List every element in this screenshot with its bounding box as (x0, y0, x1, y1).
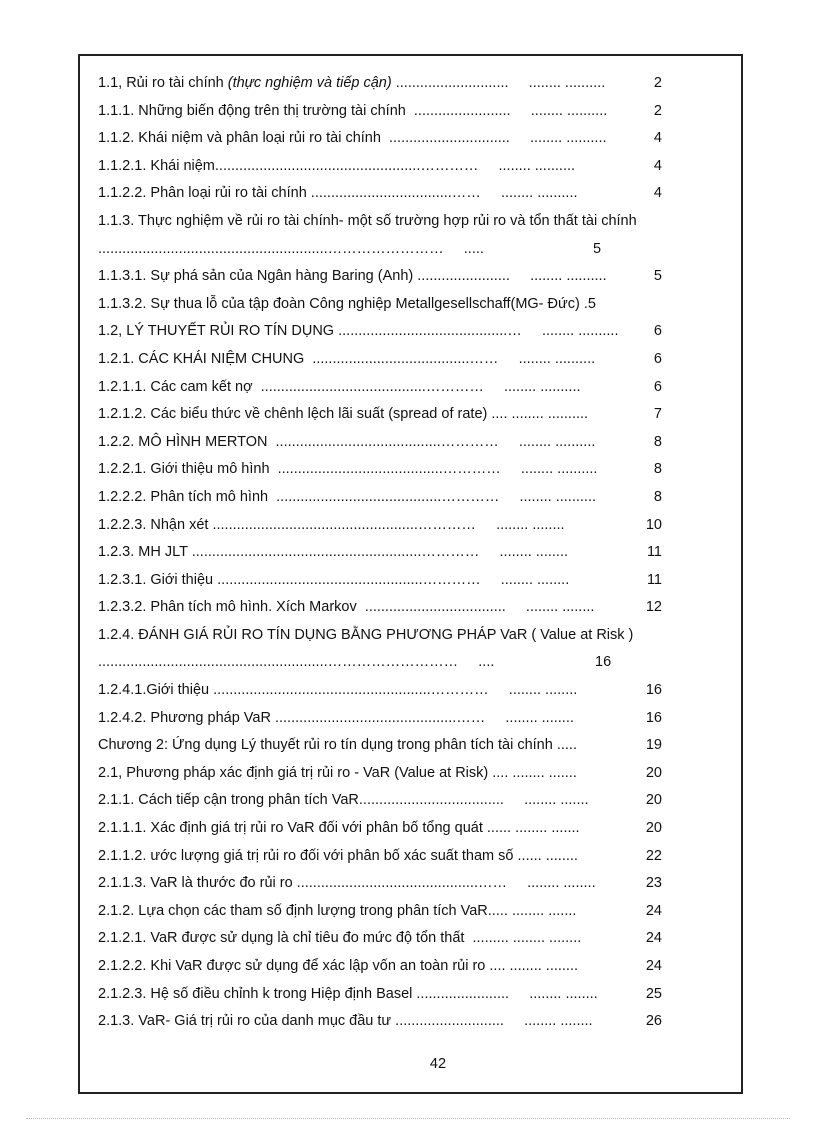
toc-entry-title: 1.2.2. MÔ HÌNH MERTON (98, 433, 268, 450)
toc-page-number: 25 (645, 985, 662, 1002)
toc-entry[interactable]: 2.1.2.2. Khi VaR được sử dụng để xác lập vốn an toàn rủi ro .... ........ ........ 24 (98, 953, 708, 981)
toc-entry-title: 2.1, Phương pháp xác định giá trị rủi ro - VaR (Value at Risk) (98, 764, 489, 781)
toc-entry-title: 1.1.3.2. Sự thua lỗ của tập đoàn Công nghiệp Metallgesellschaff(MG- Đức) .5 (98, 295, 596, 312)
toc-entry-title: 2.1.1.1. Xác định giá trị rủi ro VaR đối với phân bố tổng quát (98, 820, 483, 837)
toc-entry[interactable] (98, 622, 708, 650)
toc-page-number: 24 (645, 930, 662, 947)
toc-entry-title: 1.1.3. Thực nghiệm về rủi ro tài chính- một số trường hợp rủi ro và tổn thất tài chính (98, 212, 637, 229)
toc-page-number: 5 (653, 268, 662, 285)
toc-entry[interactable]: 1.1.2.2. Phân loại rủi ro tài chính ...................................…… ........ .......... 4 (98, 180, 708, 208)
toc-entry[interactable]: 1.1.1. Những biến động trên thị trường tài chính ........................ ........ .......... 2 (98, 98, 708, 126)
toc-entry-title: 2.1.2. Lựa chọn các tham số định lượng trong phân tích VaR (98, 902, 488, 919)
toc-page-number: 12 (645, 599, 662, 616)
toc-entry[interactable]: 1.2.4.2. Phương pháp VaR .............................................…… ........ ........ 16 (98, 705, 708, 733)
toc-entry-title: 1.2.2.3. Nhận xét (98, 516, 209, 533)
toc-page-number: 10 (645, 516, 662, 533)
toc-page-number: 11 (646, 571, 662, 588)
toc-entry-title: 2.1.1. Cách tiếp cận trong phân tích VaR (98, 792, 359, 809)
toc-entry[interactable]: 2.1.2.1. VaR được sử dụng là chỉ tiêu đo mức độ tổn thất ......... ........ ........ 24 (98, 925, 708, 953)
toc-entry[interactable]: 1.2.1.2. Các biểu thức về chênh lệch lãi suất (spread of rate) .... ........ .......... 7 (98, 401, 708, 429)
toc-entry[interactable]: 2.1.1.2. ước lượng giá trị rủi ro đối với phân bố xác suất tham số ...... ........ 22 (98, 843, 708, 871)
toc-entry-title: 1.1.1. Những biến động trên thị trường tài chính (98, 102, 406, 119)
toc-entry[interactable]: 1.1.2.1. Khái niệm...................................................………… ........ .......... 4 (98, 153, 708, 181)
toc-entry-title: 2.1.1.2. ước lượng giá trị rủi ro đối với phân bố xác suất tham số (98, 847, 514, 864)
toc-entry[interactable]: 1.2.2. MÔ HÌNH MERTON .........................................………… ........ .......... 8 (98, 429, 708, 457)
toc-page-number: 20 (645, 764, 662, 781)
toc-entry-title: 2.1.2.2. Khi VaR được sử dụng để xác lập vốn an toàn rủi ro (98, 958, 486, 974)
toc-entry[interactable]: 1.2.2.1. Giới thiệu mô hình .........................................………… ........ .......... 8 (98, 456, 708, 484)
toc-page-number: 6 (653, 350, 662, 367)
toc-entry[interactable]: 1.1.2. Khái niệm và phân loại rủi ro tài chính .............................. ........ .......... 4 (98, 125, 708, 153)
toc-entry-title: 1.2.3.1. Giới thiệu (98, 571, 214, 588)
toc-entry[interactable]: 1.1, Rủi ro tài chính (thực nghiệm và tiếp cận) ............................ ........ .......... 2 (98, 70, 708, 98)
toc-entry[interactable]: 1.2.2.3. Nhận xét ...................................................………… ........ ........ 10 (98, 512, 708, 540)
toc-entry-italic: (thực nghiệm và tiếp cận) (227, 75, 392, 91)
toc-entry[interactable]: 1.2.2.2. Phân tích mô hình .........................................………… ........ .......... 8 (98, 484, 708, 512)
table-of-contents (98, 70, 708, 1036)
toc-page-number: 4 (653, 157, 662, 174)
toc-entry[interactable]: 1.2.4.1.Giới thiệu ......................................................………… ........ ........ 16 (98, 677, 708, 705)
toc-entry-title: 2.1.2.3. Hệ số điều chỉnh k trong Hiệp định Basel (98, 985, 413, 1002)
toc-page-number: 16 (645, 709, 662, 726)
toc-entry-title: 1.2.4.1.Giới thiệu (98, 682, 210, 699)
toc-entry-continuation[interactable]: .........................................................……………………… .... 16 (98, 649, 708, 677)
toc-page-number: 5 (593, 240, 602, 257)
toc-entry[interactable]: 1.2.3. MH JLT .........................................................………… ........ ........ 11 (98, 539, 708, 567)
toc-entry-title: 1.2.1.1. Các cam kết nợ (98, 378, 253, 395)
toc-entry-title: 1.2.2.2. Phân tích mô hình (98, 488, 269, 505)
toc-entry-continuation[interactable]: .........................................................…………………… ..... 5 (98, 236, 708, 264)
toc-page-number: 7 (653, 406, 662, 423)
toc-page-number: 19 (645, 737, 662, 754)
toc-entry-title: 2.1.3. VaR- Giá trị rủi ro của danh mục đầu tư (98, 1013, 392, 1030)
toc-entry[interactable] (98, 208, 708, 236)
toc-entry[interactable]: 1.2.1. CÁC KHÁI NIỆM CHUNG .......................................…… ........ .......... 6 (98, 346, 708, 374)
toc-entry-title: 1.2.4. ĐÁNH GIÁ RỦI RO TÍN DỤNG BẰNG PHƯƠNG PHÁP VaR ( Value at Risk ) (98, 626, 634, 643)
toc-entry-title: 1.2.1.2. Các biểu thức về chênh lệch lãi suất (spread of rate) (98, 406, 488, 423)
toc-entry-title: 1.1.2. Khái niệm và phân loại rủi ro tài chính (98, 130, 381, 147)
toc-page-number: 6 (653, 378, 662, 395)
toc-entry[interactable]: 2.1.1.1. Xác định giá trị rủi ro VaR đối với phân bố tổng quát ...... ........ ....... 20 (98, 815, 708, 843)
toc-page-number: 16 (645, 682, 662, 699)
toc-entry-title: 2.1.2.1. VaR được sử dụng là chỉ tiêu đo mức độ tổn thất (98, 930, 465, 947)
toc-entry-title: 1.1.2.1. Khái niệm (98, 157, 215, 174)
toc-entry[interactable]: 1.1.3.1. Sự phá sản của Ngân hàng Baring (Anh) ....................... ........ .......... 5 (98, 263, 708, 291)
toc-page-number: 20 (645, 792, 662, 809)
page-number: 42 (429, 1056, 447, 1072)
toc-page-number: 4 (653, 130, 662, 147)
toc-entry-title: 1.2.1. CÁC KHÁI NIỆM CHUNG (98, 350, 305, 367)
toc-page-number: 2 (653, 75, 662, 91)
toc-page-number: 22 (645, 847, 662, 864)
toc-entry-title: 1.2.4.2. Phương pháp VaR (98, 709, 271, 726)
toc-entry[interactable]: 2.1.2.3. Hệ số điều chỉnh k trong Hiệp định Basel ....................... ........ ........ 25 (98, 981, 708, 1009)
toc-entry[interactable]: 2.1.1.3. VaR là thước đo rủi ro .............................................…… ........ ........ 23 (98, 870, 708, 898)
toc-page-number: 8 (653, 433, 662, 450)
toc-page-number: 6 (653, 323, 662, 340)
toc-entry-title: 1.2, LÝ THUYẾT RỦI RO TÍN DỤNG (98, 323, 335, 340)
toc-entry-title: 1.2.3. MH JLT (98, 544, 188, 561)
toc-entry[interactable]: 1.2.3.1. Giới thiệu ...................................................………… ........ ........ 11 (98, 567, 708, 595)
bottom-divider (26, 1118, 790, 1119)
toc-entry-title: 1.1.2.2. Phân loại rủi ro tài chính (98, 185, 307, 202)
toc-page-number: 8 (653, 461, 662, 478)
toc-entry[interactable]: 1.2, LÝ THUYẾT RỦI RO TÍN DỤNG ..........................................… ........ .......... 6 (98, 318, 708, 346)
toc-entry[interactable]: 1.2.1.1. Các cam kết nợ .........................................………… ........ .......... 6 (98, 374, 708, 402)
toc-page-number: 11 (646, 544, 662, 561)
toc-page-number: 2 (653, 102, 662, 119)
toc-entry-title: Chương 2: Ứng dụng Lý thuyết rủi ro tín dụng trong phân tích tài chính (98, 737, 553, 754)
toc-entry[interactable]: 2.1.2. Lựa chọn các tham số định lượng trong phân tích VaR..... ........ ....... 24 (98, 898, 708, 926)
toc-entry[interactable]: 2.1.1. Cách tiếp cận trong phân tích VaR.................................... ........ ....... 20 (98, 787, 708, 815)
toc-page-number: 8 (653, 488, 662, 505)
toc-entry-title: 1.1.3.1. Sự phá sản của Ngân hàng Baring (Anh) (98, 268, 414, 285)
toc-entry[interactable]: 2.1.3. VaR- Giá trị rủi ro của danh mục đầu tư ........................... ........ ........ 26 (98, 1008, 708, 1036)
toc-entry-title: 2.1.1.3. VaR là thước đo rủi ro (98, 875, 293, 892)
toc-entry[interactable]: 1.2.3.2. Phân tích mô hình. Xích Markov ................................... ........ ........ 12 (98, 594, 708, 622)
toc-page-number: 26 (645, 1013, 662, 1030)
toc-page-number: 20 (645, 820, 662, 837)
toc-entry[interactable]: Chương 2: Ứng dụng Lý thuyết rủi ro tín dụng trong phân tích tài chính ..... 19 (98, 732, 708, 760)
toc-entry-title: 1.2.3.2. Phân tích mô hình. Xích Markov (98, 599, 357, 616)
toc-page-number: 16 (595, 654, 612, 671)
toc-page-number: 24 (645, 958, 662, 974)
toc-entry-title: 1.1, Rủi ro tài chính (98, 75, 228, 91)
toc-entry[interactable] (98, 291, 708, 319)
toc-entry-title: 1.2.2.1. Giới thiệu mô hình (98, 461, 270, 478)
toc-page-number: 4 (653, 185, 662, 202)
toc-page-number: 23 (645, 875, 662, 892)
toc-page-number: 24 (645, 902, 662, 919)
toc-entry[interactable]: 2.1, Phương pháp xác định giá trị rủi ro - VaR (Value at Risk) .... ........ ....... 20 (98, 760, 708, 788)
